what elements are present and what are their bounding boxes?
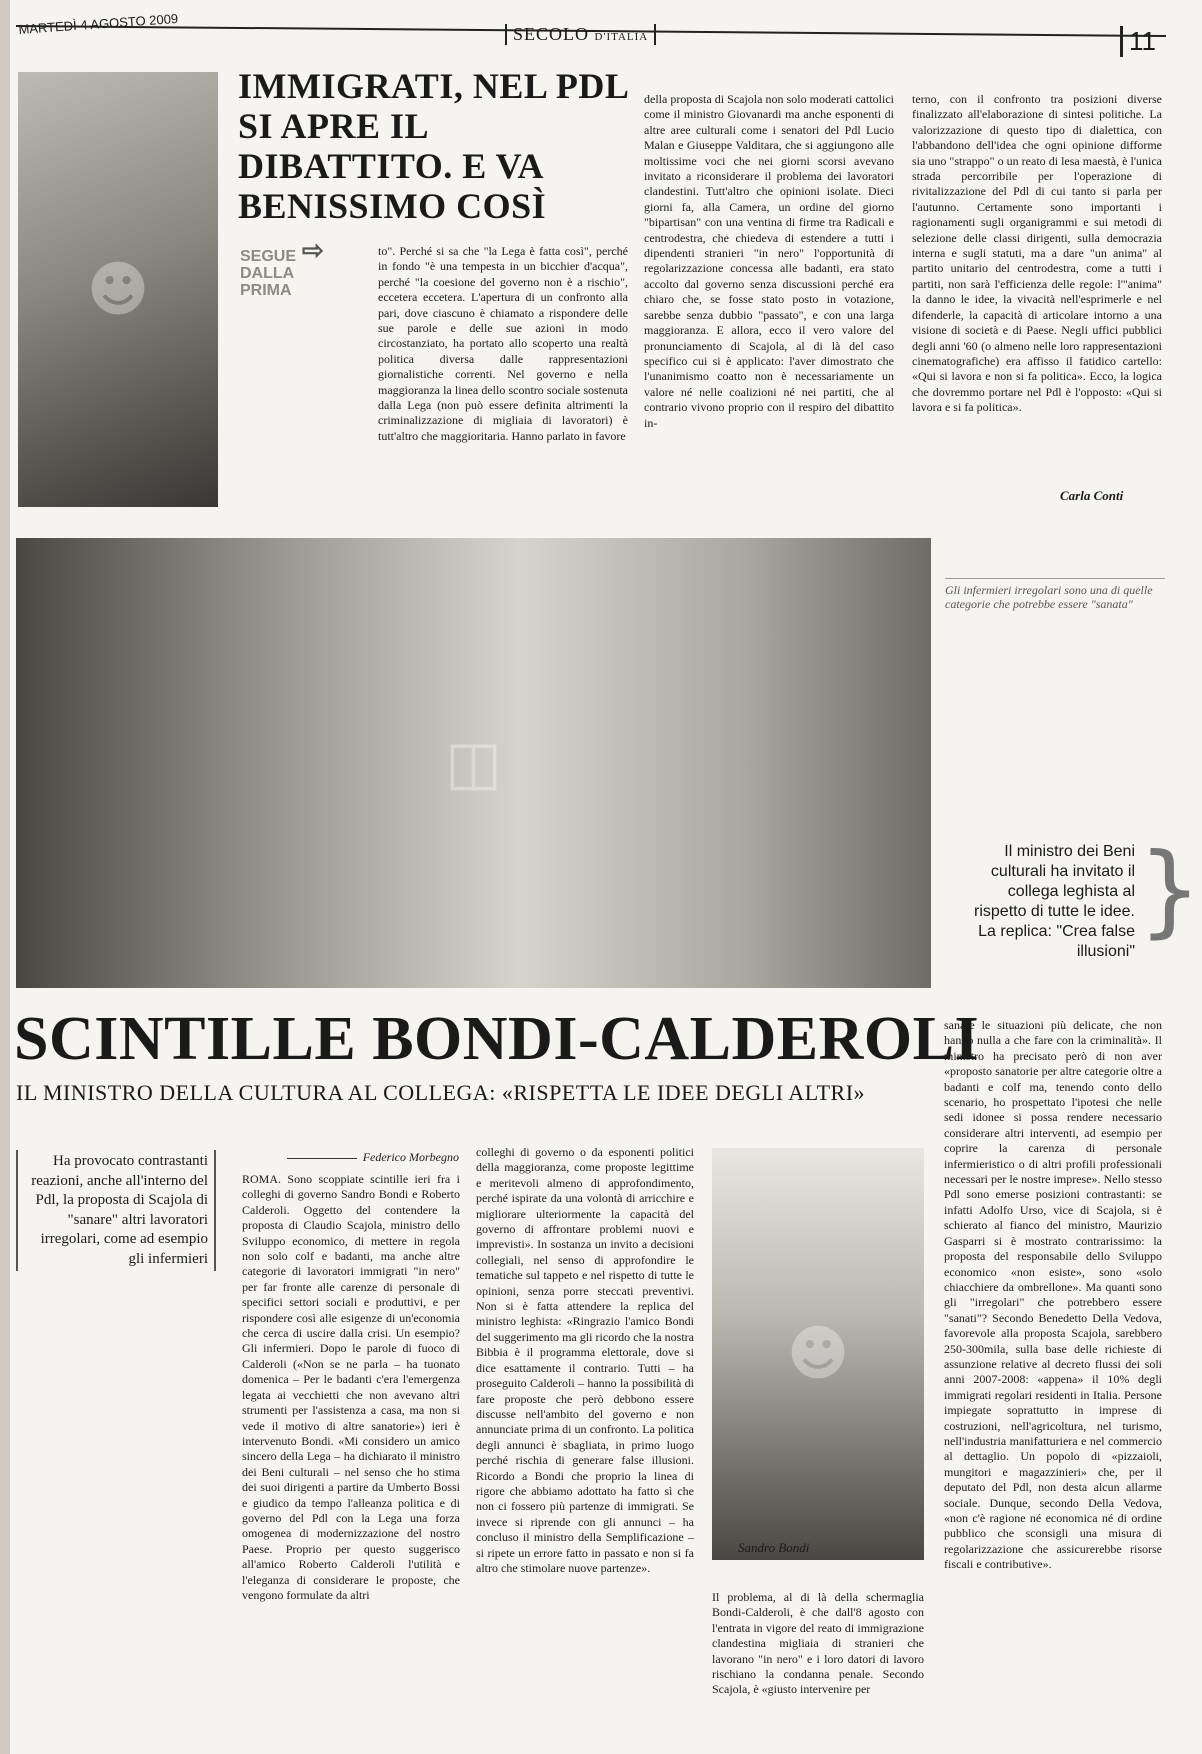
camera-icon: ☻ xyxy=(786,1319,850,1389)
arrow-right-icon: ⇨ xyxy=(302,235,324,265)
main-article-col-1: ROMA. Sono scoppiate scintille ieri fra i colleghi di governo Sandro Bondi e Roberto Calderoli. Oggetto del contendere la proposta di Claudio Scajola, ministro dello Sviluppo economico, di mettere in regola non solo colf e badanti, ma anche altre categorie di lavoratori immigrati "in nero" per far fronte alle carenze di personale di specifici settori sociali e produttivi, e per rispondere così alle esigenze di un'economia che cerca di uscire dalla crisi. Un esempio? Gli infermieri. Dopo le parole di fuoco di Calderoli («Non se ne parla – ha tuonato domenica – Per le badanti c'era l'emergenza legata ai vecchietti che non avevano altri strumenti per l'assistenza a casa, ma non si vede il motivo di altre sanatorie») ieri è intervenuto Bondi. «Mi considero un amico sincero della Lega – ha dichiarato il ministro dei Beni culturali – nel senso che ho stima dei suoi dirigenti a partire da Umberto Bossi e giudico da tempo l'alleanza politica e di governo del Pdl con la Lega una forza omogenea di modernizzazione del nostro Paese. Proprio per questo suggerisco all'amico Roberto Calderoli l'utilità e l'eleganza di considerare le proposte, che vengono formulate da altri xyxy=(242,1172,460,1602)
camera-icon: ☻ xyxy=(86,254,150,325)
article-author: Federico Morbegno xyxy=(244,1150,459,1165)
segue-label xyxy=(240,235,324,299)
main-article-title: SCINTILLE BONDI-CALDEROLI xyxy=(14,1005,980,1073)
main-article-subtitle: IL MINISTRO DELLA CULTURA AL COLLEGA: «RISPETTA LE IDEE DEGLI ALTRI» xyxy=(16,1080,866,1105)
top-article-col-1: to". Perché si sa che "la Lega è fatta così", perché in fondo "è una tempesta in un bicchier d'acqua", perché "la coesione del governo non è a rischio", eccetera eccetera. L'apertura di un confronto alla pari, dove ciascuno è chiamato a rispondere delle sue parole e delle sue azioni in modo circostanziato, ha portato allo scoperto una realtà politica diversa dalle rappresentazioni giornalistiche correnti. Nel governo e nella maggioranza la linea dello scontro sociale sostenuta dalla Lega (non può essere definita altrimenti la criminalizzazione di migliaia di lavoratori) è tutt'altro che maggioritaria. Hanno parlato in favore xyxy=(378,244,628,443)
portrait-photo xyxy=(18,72,218,507)
hospital-photo-caption: Gli infermieri irregolari sono una di quelle categorie che potrebbe essere "sanata" xyxy=(945,578,1165,611)
segue-text: SEGUE DALLA PRIMA xyxy=(240,248,297,299)
bondi-photo xyxy=(712,1148,924,1560)
bondi-photo-caption: Sandro Bondi xyxy=(738,1540,810,1555)
page-gutter xyxy=(0,0,10,1754)
top-article-title: IMMIGRATI, NEL PDL SI APRE IL DIBATTITO. E VA BENISSIMO COSÌ xyxy=(238,66,628,226)
camera-icon: ◫ xyxy=(445,728,502,798)
top-article-col-3: terno, con il confronto tra posizioni diverse finalizzato all'elaborazione di sintesi politiche. La valorizzazione di questo tipo di dialettica, con l'abbandono dell'idea che ogni opinione difforme sia uno "strappo" o un reato di lesa maestà, è l'unica strada percorribile per l'operazione di rivitalizzazione del Pdl di cui tanto si parla per l'autunno. Certamente sono importanti i ragionamenti sugli organigrammi e sui metodi di selezione delle classi dirigenti, sulla democrazia interna e sugli statuti, ma a dare "un anima" al partito unitario del centrodestra, come a tutti i partiti, non sarà l'efficienza delle regole: l'"anima" la danno le idee, la vivacità nell'esprimerle e nel difenderle, la capacità di articolare intorno a una visione di società e di Paese. Negli uffici pubblici degli anni '60 (o almeno nelle loro rappresentazioni cinematografiche) era affisso il fatidico cartello: «Qui si lavora e non si fa politica». Ecco, la logica che dovremmo portare nel Pdl è l'opposto: «Qui si lavora e si fa politica». xyxy=(912,92,1162,415)
pull-quote: Il ministro dei Beni culturali ha invitato il collega leghista al rispetto di tutte le idee. La replica: "Crea false illusioni" xyxy=(974,843,1135,960)
page-number: 11 xyxy=(1120,26,1156,57)
issue-date: MARTEDÌ 4 AGOSTO 2009 xyxy=(18,10,179,37)
paper-title: SECOLO xyxy=(513,24,590,44)
article-summary: Ha provocato contrastanti reazioni, anche all'interno del Pdl, la proposta di Scajola di "sanare" altri lavoratori irregolari, come ad esempio gli infermieri xyxy=(16,1150,216,1271)
main-article-col-4: sanare le situazioni più delicate, che non hanno nulla a che fare con la criminalità». Il ministro ha precisato però di non aver «proposto sanatorie per altre categorie oltre a badanti e colf ma, tenendo conto dello scenario, ho prospettato l'ipotesi che nelle sedi idonee si possa rendere necessario considerare altri interventi, ad esempio per coprire la carenza di personale infermieristico o di altri profili professionali necessari per le nostre imprese». Nello stesso Pdl sono emerse posizioni contrastanti: se infatti Adolfo Urso, vice di Scajola, si è schierato al fianco del ministro, Maurizio Gasparri si è mostrato contrarissimo: la proposta del responsabile dello Sviluppo economico «non esiste», sono «solo chiacchiere da ombrellone». Ma quanti sono gli "irregolari" che potrebbero essere "sanati"? Secondo Benedetto Della Vedova, favorevole alla proposta Scajola, sarebbero 250-300mila, sulla base delle richieste di assunzione relative al decreto flussi dei soli anni 2007-2008: «appena» il 10% degli immigrati regolari residenti in Italia. Persone impiegate soprattutto in imprese di costruzioni, nell'agricoltura, nel turismo, nell'industria manifatturiera e nel commercio al dettaglio. Un popolo di «pizzaioli, mungitori e magazzinieri» che, per il deputato del Pdl, non desta alcun allarme sociale. Dunque, secondo Della Vedova, «non c'è ragione né economica né di ordine pubblico che sconsigli una misura di regolarizzazione che assicurerebbe risorse fiscali e contributive». xyxy=(944,1018,1162,1572)
paper-suffix: D'ITALIA xyxy=(594,31,649,43)
newspaper-name xyxy=(505,24,656,45)
hospital-photo xyxy=(16,538,931,988)
top-article-col-2: della proposta di Scajola non solo moderati cattolici come il ministro Giovanardi ma anche esponenti di altre aree culturali come i senatori del Pdl Lucio Malan e Giuseppe Valditara, che si aggiungono alle moltissime voci che nei giorni scorsi avevano invitato a riconsiderare il problema dei lavoratori clandestini. Tutt'altro che opinioni isolate. Dieci giorni fa, alla Camera, un ordine del giorno "bipartisan" con una ventina di firme tra Radicali e centrodestra, che chiedeva di estendere a tutti i dipendenti stranieri "in nero" l'opportunità di regolarizzazione concessa alle badanti, era stato accolto dal governo senza discussioni perché era chiaro che, se fosse stato posto in votazione, sarebbe senza dubbio "passato", e con una larga maggioranza. E allora, ecco il vero valore del pronunciamento di Scajola, al di là del caso specifico cui si è applicato: l'aver dimostrato che l'unanimismo coatto non è necessariamente un valore né nelle coalizioni né nei partiti, che al contrario vivono proprio con il respiro del dibattito in- xyxy=(644,92,894,430)
main-article-col-2: colleghi di governo o da esponenti politici della maggioranza, come proposte legittime e meritevoli almeno di approfondimento, perché ispirate da una volontà di arricchire e migliorare ulteriormente la capacità del governo di affrontare problemi nuovi e imprevisti». In sostanza un invito a decisioni collegiali, nel senso di approfondire le tematiche sul tappeto e nel rispetto di tutte le opinioni, senza porre steccati preventivi. Non si è fatta attendere la replica del ministro leghista: «Ringrazio l'amico Bondi del suggerimento ma gli ricordo che la nostra Bibbia è il programma elettorale, dove si dice esattamente il contrario. Tutti – ha proseguito Calderoli – hanno la possibilità di fare proposte che però debbono essere discusse nell'ambito del governo e non annunciate prima di un confronto. La politica degli annunci è sbagliata, in primo luogo perché rischia di generare false illusioni. Ricordo a Bondi che proprio la linea di rigore che abbiamo adottato ha fatto sì che non ci fossero più partenze di immigrati. Se invece si riprende con gli annunci – ha concluso il ministro della Semplificazione – si ripete un errore fatto in passato e non si fa altro che stimolare nuove partenze». xyxy=(476,1145,694,1575)
top-article-signature: Carla Conti xyxy=(1060,488,1124,503)
brace-decoration: } xyxy=(1138,831,1202,948)
main-article-col-3: Il problema, al di là della schermaglia Bondi-Calderoli, è che dall'8 agosto con l'entrata in vigore del reato di immigrazione clandestina migliaia di stranieri che lavorano "in nero" e i loro datori di lavoro rischiano la condanna penale. Secondo Scajola, è «giusto intervenire per xyxy=(712,1590,924,1697)
